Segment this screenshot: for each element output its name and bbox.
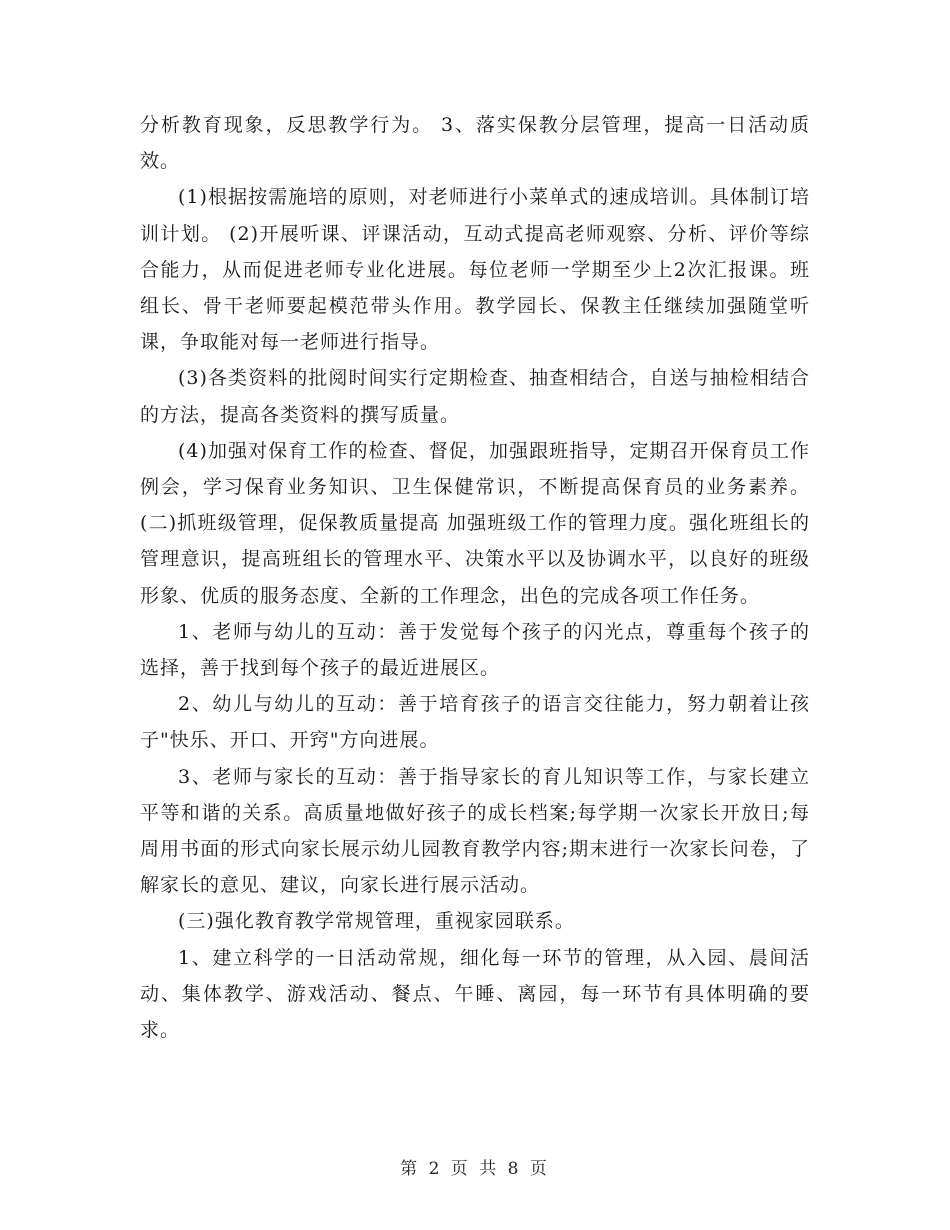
document-body bbox=[140, 107, 810, 1048]
paragraph: 分析教育现象，反思教学行为。 3、落实保教分层管理，提高一日活动质效。 bbox=[140, 114, 810, 173]
paragraph: 3、老师与家长的互动：善于指导家长的育儿知识等工作，与家长建立平等和谐的关系。高质量地做好孩子的成长档案;每学期一次家长开放日;每周用书面的形式向家长展示幼儿园教育教学内容;期末进行一次家长问卷，了解家长的意见、建议，向家长进行展示活动。 bbox=[140, 765, 810, 897]
paragraph: (4)加强对保育工作的检查、督促，加强跟班指导，定期召开保育员工作例会，学习保育业务知识、卫生保健常识，不断提高保育员的业务素养。 (二)抓班级管理，促保教质量提高 加强班级工作的管理力度。强化班组长的管理意识，提高班组长的管理水平、决策水平以及协调水平，以良好的班级形象、优质的服务态度、全新的工作理念，出色的完成各项工作任务。 bbox=[140, 439, 810, 607]
paragraph: 1、老师与幼儿的互动：善于发觉每个孩子的闪光点，尊重每个孩子的选择，善于找到每个孩子的最近进展区。 bbox=[140, 620, 810, 680]
page-number-footer: 第 2 页 共 8 页 bbox=[400, 1159, 550, 1179]
paragraph: 1、建立科学的一日活动常规，细化每一环节的管理，从入园、晨间活动、集体教学、游戏活动、餐点、午睡、离园，每一环节有具体明确的要求。 bbox=[140, 946, 810, 1042]
paragraph: (3)各类资料的批阅时间实行定期检查、抽查相结合，自送与抽检相结合的方法，提高各类资料的撰写质量。 bbox=[140, 367, 810, 426]
paragraph: (1)根据按需施培的原则，对老师进行小菜单式的速成培训。具体制订培训计划。 (2)开展听课、评课活动，互动式提高老师观察、分析、评价等综合能力，从而促进老师专业化进展。每位老师一学期至少上2次汇报课。班组长、骨干老师要起模范带头作用。教学园长、保教主任继续加强随堂听课，争取能对每一老师进行指导。 bbox=[140, 186, 810, 354]
paragraph: (三)强化教育教学常规管理，重视家园联系。 bbox=[178, 910, 575, 933]
paragraph: 2、幼儿与幼儿的互动：善于培育孩子的语言交往能力，努力朝着让孩子"快乐、开口、开窍"方向进展。 bbox=[140, 693, 810, 752]
